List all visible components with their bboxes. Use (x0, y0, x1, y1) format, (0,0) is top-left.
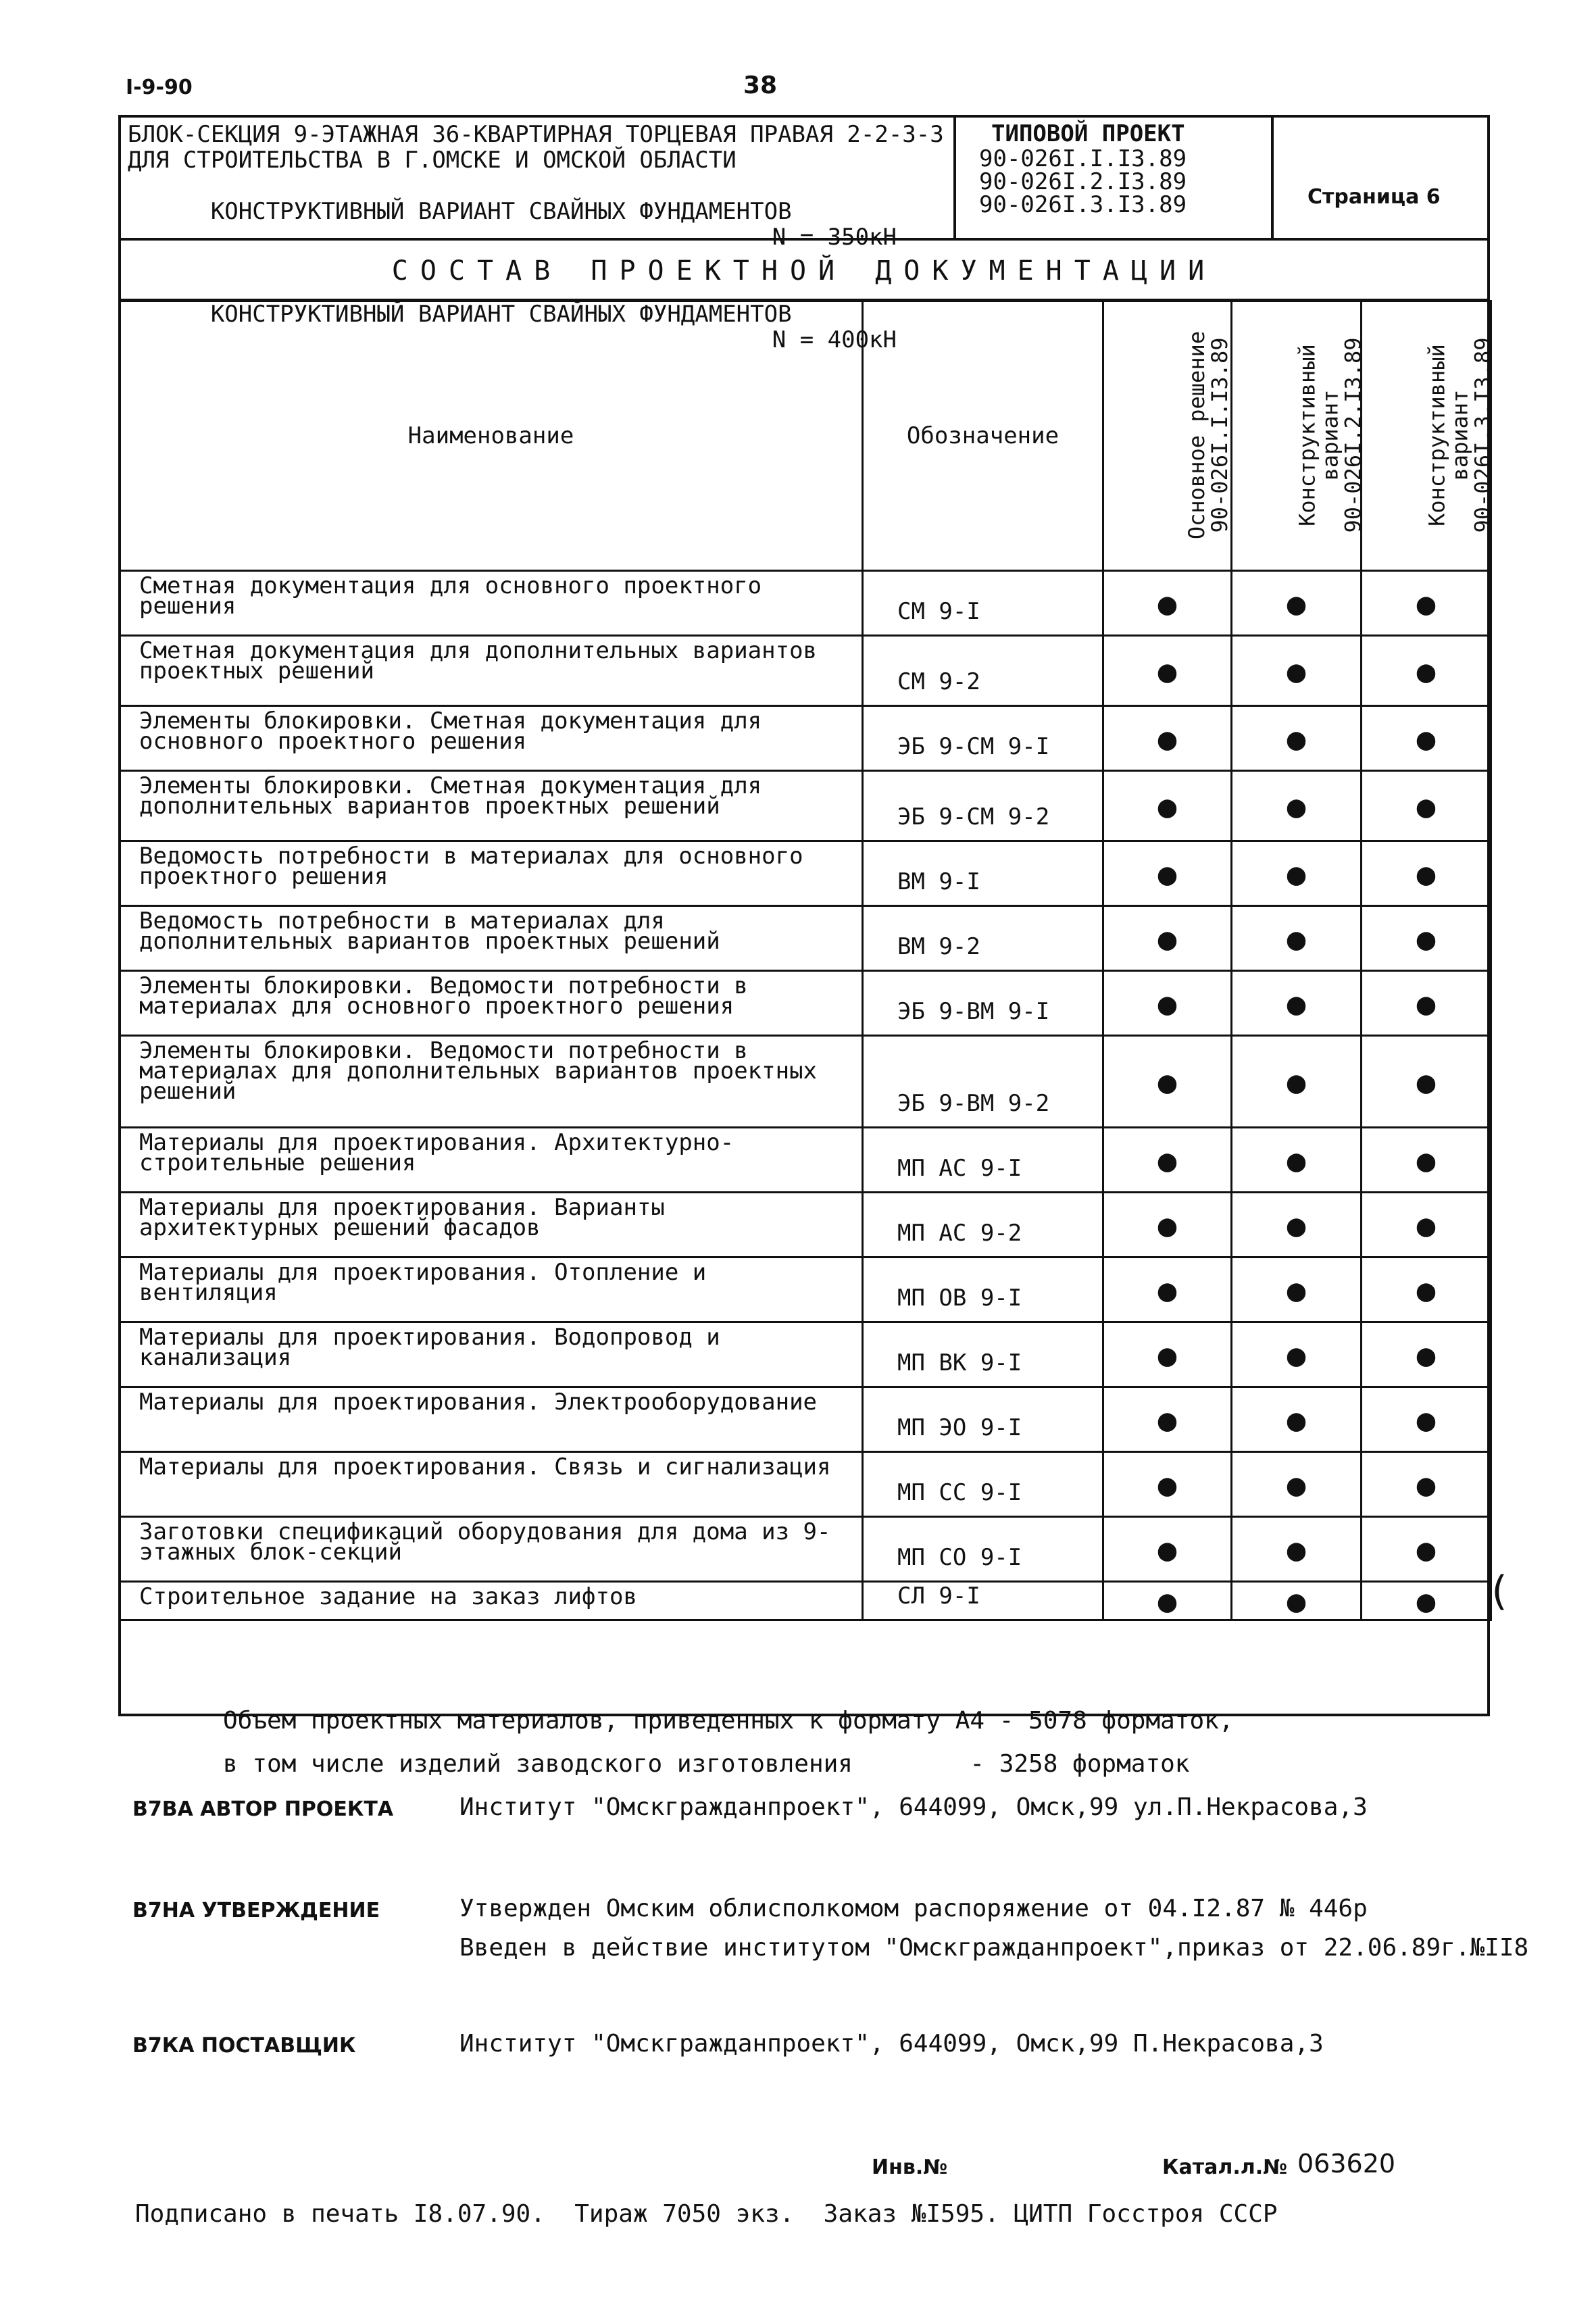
row-marker-col3: ● (1362, 1387, 1491, 1452)
row-code: МП ВК 9-I (863, 1322, 1103, 1387)
row-code: ВМ 9-I (863, 841, 1103, 906)
table-row (120, 1258, 1491, 1322)
row-marker-col3: ● (1362, 1452, 1491, 1517)
table-row (120, 1322, 1491, 1387)
row-marker-col3: ● (1362, 906, 1491, 971)
row-code: МП СС 9-I (863, 1452, 1103, 1517)
table-row (120, 1387, 1491, 1452)
row-marker-col3: ● (1362, 636, 1491, 706)
row-code: МП АС 9-I (863, 1128, 1103, 1193)
title-line-4-text: КОНСТРУКТИВНЫЙ ВАРИАНТ СВАЙНЫХ ФУНДАМЕНТОВ (210, 301, 792, 328)
table-row (120, 706, 1491, 771)
author-value: Институт "Омскгражданпроект", 644099, Омск,99 ул.П.Некрасова,3 (459, 1793, 1368, 1821)
table-row (120, 571, 1491, 636)
project-title: ТИПОВОЙ ПРОЕКТ (991, 120, 1185, 147)
n-value-1: N = 350кН (772, 224, 897, 251)
row-code: МП СО 9-I (863, 1517, 1103, 1582)
approval-label: В7НА УТВЕРЖДЕНИЕ (132, 1899, 380, 1922)
row-marker-col2: ● (1232, 1322, 1362, 1387)
scan-mark: ( (1487, 1568, 1512, 1615)
row-marker-col2: ● (1232, 706, 1362, 771)
page-number: 38 (743, 72, 778, 99)
table-row (120, 1193, 1491, 1258)
row-code: ЭБ 9-ВМ 9-2 (863, 1036, 1103, 1128)
catalog-label: Катал.л.№ (1162, 2156, 1288, 2179)
project-box (956, 115, 1274, 238)
project-code-2: 90-026I.2.I3.89 (979, 168, 1187, 195)
header-col3-text: Конструктивный вариант 90-026I.3.I3.89 (1424, 337, 1496, 532)
table-header-row (120, 301, 1491, 571)
row-code: ЭБ 9-СМ 9-I (863, 706, 1103, 771)
project-code-1: 90-026I.I.I3.89 (979, 145, 1187, 172)
row-name: Заготовки спецификаций оборудования для дома из 9-этажных блок-секций (120, 1517, 863, 1582)
row-marker-col3: ● (1362, 1517, 1491, 1582)
row-marker-col2: ● (1232, 636, 1362, 706)
row-marker-col1: ● (1103, 1258, 1232, 1322)
sheet-box (1274, 115, 1487, 238)
project-codes (971, 147, 1256, 216)
row-marker-col1: ● (1103, 771, 1232, 841)
title-line-3-text: КОНСТРУКТИВНЫЙ ВАРИАНТ СВАЙНЫХ ФУНДАМЕНТОВ (210, 198, 792, 225)
header-col1-text: Основное решение 90-026I.I.I3.89 (1184, 330, 1233, 539)
row-code: МП АС 9-2 (863, 1193, 1103, 1258)
row-marker-col2: ● (1232, 1258, 1362, 1322)
row-name: Материалы для проектирования. Варианты архитектурных решений фасадов (120, 1193, 863, 1258)
row-marker-col3: ● (1362, 571, 1491, 636)
row-marker-col3: ● (1362, 1582, 1491, 1620)
section-title: СОСТАВ ПРОЕКТНОЙ ДОКУМЕНТАЦИИ (118, 241, 1490, 301)
row-name: Элементы блокировки. Сметная документация для дополнительных вариантов проектных решений (120, 771, 863, 841)
row-code: ВМ 9-2 (863, 906, 1103, 971)
table-row (120, 1582, 1491, 1620)
row-marker-col2: ● (1232, 1128, 1362, 1193)
row-marker-col2: ● (1232, 1193, 1362, 1258)
document-code: I-9-90 (126, 76, 193, 99)
row-marker-col1: ● (1103, 1193, 1232, 1258)
row-marker-col2: ● (1232, 771, 1362, 841)
table-row (120, 771, 1491, 841)
print-footer: Подписано в печать I8.07.90. Тираж 7050 экз. Заказ №I595. ЦИТП Госстроя СССР (135, 2200, 1278, 2228)
row-marker-col1: ● (1103, 1128, 1232, 1193)
table-body (120, 571, 1491, 1620)
row-code: СЛ 9-I (863, 1582, 1103, 1620)
row-marker-col2: ● (1232, 1582, 1362, 1620)
row-name: Материалы для проектирования. Водопровод и канализация (120, 1322, 863, 1387)
row-name: Элементы блокировки. Ведомости потребности в материалах для основного проектного решения (120, 971, 863, 1036)
row-marker-col2: ● (1232, 906, 1362, 971)
row-marker-col1: ● (1103, 571, 1232, 636)
row-marker-col2: ● (1232, 1452, 1362, 1517)
row-marker-col1: ● (1103, 1036, 1232, 1128)
row-marker-col1: ● (1103, 706, 1232, 771)
table-row (120, 971, 1491, 1036)
row-marker-col1: ● (1103, 1517, 1232, 1582)
row-marker-col1: ● (1103, 841, 1232, 906)
row-marker-col1: ● (1103, 971, 1232, 1036)
row-name: Сметная документация для дополнительных вариантов проектных решений (120, 636, 863, 706)
row-marker-col1: ● (1103, 636, 1232, 706)
row-marker-col2: ● (1232, 841, 1362, 906)
documentation-table (118, 300, 1496, 1621)
row-code: ЭБ 9-СМ 9-2 (863, 771, 1103, 841)
table-row (120, 1452, 1491, 1517)
author-label: В7ВА АВТОР ПРОЕКТА (132, 1797, 394, 1821)
row-code: МП ОВ 9-I (863, 1258, 1103, 1322)
row-marker-col2: ● (1232, 1387, 1362, 1452)
catalog-number: 063620 (1297, 2149, 1396, 2179)
header-name: Наименование (120, 301, 863, 571)
row-code: МП ЭО 9-I (863, 1387, 1103, 1452)
row-name: Ведомость потребности в материалах для дополнительных вариантов проектных решений (120, 906, 863, 971)
table-row (120, 906, 1491, 971)
row-name: Ведомость потребности в материалах для основного проектного решения (120, 841, 863, 906)
row-marker-col1: ● (1103, 1582, 1232, 1620)
row-marker-col3: ● (1362, 771, 1491, 841)
row-marker-col2: ● (1232, 571, 1362, 636)
table-row (120, 841, 1491, 906)
row-name: Элементы блокировки. Сметная документация для основного проектного решения (120, 706, 863, 771)
row-marker-col2: ● (1232, 971, 1362, 1036)
row-code: ЭБ 9-ВМ 9-I (863, 971, 1103, 1036)
title-line-1: БЛОК-СЕКЦИЯ 9-ЭТАЖНАЯ 36-КВАРТИРНАЯ ТОРЦЕВАЯ ПРАВАЯ 2-2-3-3 (128, 121, 944, 148)
row-code: СМ 9-2 (863, 636, 1103, 706)
header-col2-text: Конструктивный вариант 90-026I.2.I3.89 (1294, 337, 1366, 532)
row-name: Элементы блокировки. Ведомости потребности в материалах для дополнительных вариантов проектных решений (120, 1036, 863, 1128)
header-col1 (1103, 301, 1232, 571)
row-name: Материалы для проектирования. Электрооборудование (120, 1387, 863, 1452)
supplier-value: Институт "Омскгражданпроект", 644099, Омск,99 П.Некрасова,3 (459, 2030, 1324, 2058)
n-value-2: N = 400кН (772, 326, 897, 353)
header-col3 (1362, 301, 1496, 571)
table-row (120, 1517, 1491, 1582)
row-name: Материалы для проектирования. Связь и сигнализация (120, 1452, 863, 1517)
row-marker-col1: ● (1103, 1452, 1232, 1517)
table-row (120, 1036, 1491, 1128)
row-marker-col3: ● (1362, 971, 1491, 1036)
row-marker-col3: ● (1362, 1193, 1491, 1258)
row-marker-col3: ● (1362, 706, 1491, 771)
row-marker-col1: ● (1103, 906, 1232, 971)
header-code: Обозначение (863, 301, 1103, 571)
row-marker-col1: ● (1103, 1322, 1232, 1387)
approval-line-1: Утвержден Омским облисполкомом распоряжение от 04.I2.87 № 446р (459, 1895, 1368, 1922)
row-code: СМ 9-I (863, 571, 1103, 636)
row-name: Материалы для проектирования. Архитектурно-строительные решения (120, 1128, 863, 1193)
row-marker-col1: ● (1103, 1387, 1232, 1452)
table-row (120, 1128, 1491, 1193)
row-marker-col2: ● (1232, 1517, 1362, 1582)
row-marker-col3: ● (1362, 1036, 1491, 1128)
row-name: Материалы для проектирования. Отопление и вентиляция (120, 1258, 863, 1322)
row-name: Строительное задание на заказ лифтов (120, 1582, 863, 1620)
sheet-label: Страница 6 (1307, 185, 1441, 209)
project-code-3: 90-026I.3.I3.89 (979, 191, 1187, 218)
approval-line-2: Введен в действие институтом "Омскгражданпроект",приказ от 22.06.89г.№II8 (459, 1934, 1529, 1962)
row-marker-col3: ● (1362, 1128, 1491, 1193)
title-line-2: ДЛЯ СТРОИТЕЛЬСТВА В Г.ОМСКЕ И ОМСКОЙ ОБЛАСТИ (128, 147, 737, 174)
supplier-label: В7КА ПОСТАВЩИК (132, 2034, 356, 2058)
row-marker-col3: ● (1362, 841, 1491, 906)
row-marker-col3: ● (1362, 1322, 1491, 1387)
inventory-label: Инв.№ (872, 2156, 948, 2179)
summary-line-2: в том числе изделий заводского изготовления - 3258 форматок (223, 1750, 1190, 1778)
row-marker-col3: ● (1362, 1258, 1491, 1322)
header-col2 (1232, 301, 1366, 571)
row-marker-col2: ● (1232, 1036, 1362, 1128)
summary-line-1: Объем проектных материалов, приведенных к формату А4 - 5078 форматок, (223, 1707, 1234, 1735)
row-name: Сметная документация для основного проектного решения (120, 571, 863, 636)
table-row (120, 636, 1491, 706)
